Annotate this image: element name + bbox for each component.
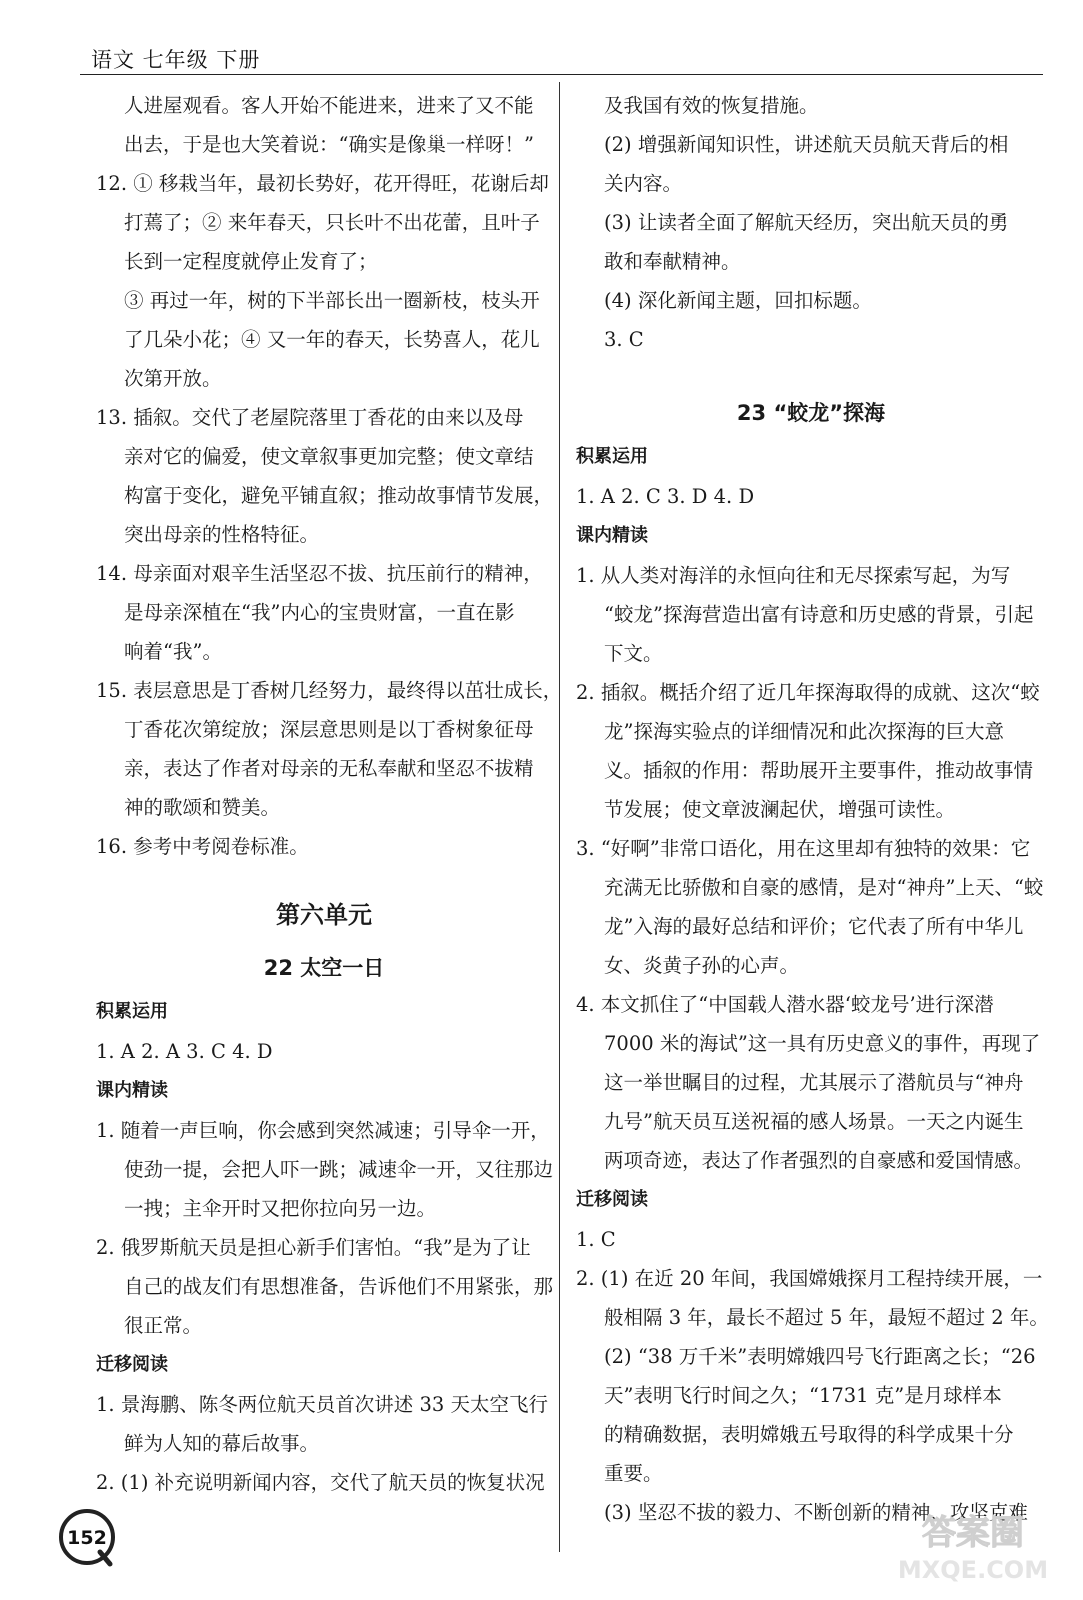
left-text-line: ③ 再过一年，树的下半部长出一圈新枝，枝头开 (124, 289, 540, 312)
right-text-line: 3. C (604, 328, 644, 351)
right-text-line: 关内容。 (604, 172, 683, 195)
right-text-line: 2. 插叙。概括介绍了近几年探海取得的成就、这次“蛟 (576, 681, 1040, 704)
left-text-line: 16. 参考中考阅卷标准。 (96, 835, 309, 858)
right-text-line: (2) “38 万千米”表明嫦娥四号飞行距离之长；“26 (604, 1345, 1036, 1368)
left-text-line: 自己的战友们有思想准备，告诉他们不用紧张，那 (124, 1275, 554, 1298)
left-text-line: 一拽；主伞开时又把你拉向另一边。 (124, 1197, 437, 1220)
right-column (576, 86, 1049, 1532)
left-text-line: 亲对它的偏爱，使文章叙事更加完整；使文章结 (124, 445, 534, 468)
right-text-line: 及我国有效的恢复措施。 (604, 94, 819, 117)
right-text-line: 女、炎黄子孙的心声。 (604, 954, 800, 977)
column-divider (559, 82, 560, 1552)
right-text-line: (3) 坚忍不拔的毅力、不断创新的精神、攻坚克难 (604, 1501, 1028, 1524)
section-heading: 积累运用 (96, 1001, 168, 1022)
right-text-line: 两项奇迹，表达了作者强烈的自豪感和爱国情感。 (604, 1149, 1034, 1172)
left-text-line: 出去，于是也大笑着说：“确实是像巢一样呀！” (124, 133, 534, 156)
right-text-line: (3) 让读者全面了解航天经历，突出航天员的勇 (604, 211, 1009, 234)
right-text-line: “蛟龙”探海营造出富有诗意和历史感的背景，引起 (604, 603, 1034, 626)
left-text-line: 构富于变化，避免平铺直叙；推动故事情节发展， (124, 484, 554, 507)
left-text-line: 丁香花次第绽放；深层意思则是以丁香树象征母 (124, 718, 534, 741)
right-text-line: 充满无比骄傲和自豪的感情，是对“神舟”上天、“蛟 (604, 876, 1044, 899)
right-text-line: (4) 深化新闻主题，回扣标题。 (604, 289, 872, 312)
right-text-line: 九号”航天员互送祝福的感人场景。一天之内诞生 (604, 1110, 1024, 1133)
left-text-line: 了几朵小花；④ 又一年的春天，长势喜人，花儿 (124, 328, 540, 351)
left-text-line: 亲，表达了作者对母亲的无私奉献和坚忍不拔精 (124, 757, 534, 780)
left-text-line: 15. 表层意思是丁香树几经努力，最终得以茁壮成长， (96, 679, 563, 702)
left-text-line: 打蔫了；② 来年春天，只长叶不出花蕾，且叶子 (124, 211, 540, 234)
spacer (576, 359, 1046, 389)
lesson-title: 23 “蛟龙”探海 (736, 401, 886, 425)
section-heading: 课内精读 (576, 525, 648, 546)
left-text-line: 2. (1) 补充说明新闻内容，交代了航天员的恢复状况 (96, 1471, 545, 1494)
right-text-line: 2. (1) 在近 20 年间，我国嫦娥探月工程持续开展，一 (576, 1267, 1043, 1290)
section-heading: 积累运用 (576, 446, 648, 467)
page-number-badge (56, 1506, 118, 1568)
left-text-line: 长到一定程度就停止发育了； (124, 250, 378, 273)
left-text-line: 神的歌颂和赞美。 (124, 796, 281, 819)
right-text-line: 天”表明飞行时间之久；“1731 克”是月球样本 (604, 1384, 1002, 1407)
left-text-line: 人进屋观看。客人开始不能进来，进来了又不能 (124, 94, 534, 117)
watermark-line-1: 答案圈 (922, 1513, 1024, 1553)
right-text-line: 义。插叙的作用：帮助展开主要事件，推动故事情 (604, 759, 1034, 782)
right-text-line: 重要。 (604, 1462, 663, 1485)
right-text-line: 龙”入海的最好总结和评价；它代表了所有中华儿 (604, 915, 1024, 938)
right-text-line: 敢和奉献精神。 (604, 250, 741, 273)
unit-title: 第六单元 (276, 901, 372, 929)
left-text-line: 次第开放。 (124, 367, 222, 390)
left-text-line: 14. 母亲面对艰辛生活坚忍不拔、抗压前行的精神， (96, 562, 543, 585)
section-heading: 迁移阅读 (576, 1189, 648, 1210)
right-text-line: 4. 本文抓住了“中国载人潜水器‘蛟龙号’进行深潜 (576, 993, 994, 1016)
left-text-line: 1. 随着一声巨响，你会感到突然减速；引导伞一开， (96, 1119, 550, 1142)
right-text-line: 这一举世瞩目的过程，尤其展示了潜航员与“神舟 (604, 1071, 1024, 1094)
right-text-line: 的精确数据，表明嫦娥五号取得的科学成果十分 (604, 1423, 1014, 1446)
right-text-line: (2) 增强新闻知识性，讲述航天员航天背后的相 (604, 133, 1009, 156)
header-divider (80, 74, 1043, 75)
right-text-line: 1. 从人类对海洋的永恒向往和无尽探索写起，为写 (576, 564, 1011, 587)
right-text-line: 下文。 (604, 642, 663, 665)
right-text-line: 1. A 2. C 3. D 4. D (576, 485, 755, 508)
right-text-line: 7000 米的海试”这一具有历史意义的事件，再现了 (604, 1032, 1041, 1055)
left-text-line: 鲜为人知的幕后故事。 (124, 1432, 320, 1455)
right-text-line: 龙”探海实验点的详细情况和此次探海的巨大意 (604, 720, 1004, 743)
watermark-line-2: MXQE.COM (897, 1556, 1049, 1584)
section-heading: 课内精读 (96, 1080, 168, 1101)
watermark-logo (873, 1506, 1053, 1586)
page-number: 152 (67, 1527, 107, 1549)
left-text-line: 很正常。 (124, 1314, 203, 1337)
left-text-line: 是母亲深植在“我”内心的宝贵财富，一直在影 (124, 601, 515, 624)
left-text-line: 1. A 2. A 3. C 4. D (96, 1040, 273, 1063)
left-text-line: 响着“我”。 (124, 640, 222, 663)
left-text-line: 突出母亲的性格特征。 (124, 523, 320, 546)
left-text-line: 1. 景海鹏、陈冬两位航天员首次讲述 33 天太空飞行 (96, 1393, 549, 1416)
section-heading: 迁移阅读 (96, 1354, 168, 1375)
left-text-line: 13. 插叙。交代了老屋院落里丁香花的由来以及母 (96, 406, 524, 429)
lesson-title: 22 太空一日 (263, 956, 385, 980)
left-text-line: 2. 俄罗斯航天员是担心新手们害怕。“我”是为了让 (96, 1236, 531, 1259)
right-text-line: 1. C (576, 1228, 616, 1251)
right-text-line: 般相隔 3 年，最长不超过 5 年，最短不超过 2 年。 (604, 1306, 1049, 1329)
left-text-line: 12. ① 移栽当年，最初长势好，花开得旺，花谢后却 (96, 172, 549, 195)
right-text-line: 3. “好啊”非常口语化，用在这里却有独特的效果：它 (576, 837, 1031, 860)
left-column (96, 86, 563, 1502)
right-text-line: 节发展；使文章波澜起伏，增强可读性。 (604, 798, 956, 821)
page-header: 语文 七年级 下册 (91, 48, 261, 72)
left-text-line: 使劲一提，会把人吓一跳；减速伞一开，又往那边 (124, 1158, 554, 1181)
